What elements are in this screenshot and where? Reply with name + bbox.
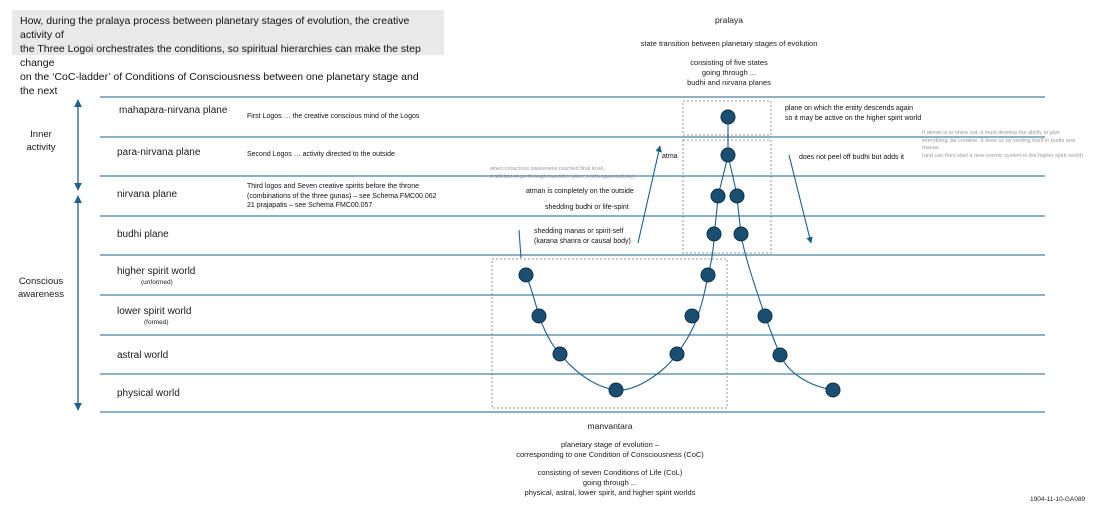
dot-higher-spirit-left <box>519 268 533 282</box>
plane-label-lower-spirit: lower spirit world <box>117 306 192 317</box>
shedding-manas-text: shedding manas or spirit-self (karana sharira or causal body) <box>534 228 631 245</box>
plane-label-budhi: budhi plane <box>117 229 169 240</box>
first-logos-text: First Logos … the creative conscious mind of the Logos <box>247 113 420 120</box>
pralaya-line-2a: consisting of five states <box>690 58 768 67</box>
pralaya-block <box>641 15 818 88</box>
plane-label-nirvana: nirvana plane <box>117 189 178 200</box>
stage-dots <box>519 110 840 397</box>
manvantara-block <box>516 421 704 498</box>
dot-lower-spirit-right <box>685 309 699 323</box>
plane-lines <box>100 97 1045 412</box>
dot-higher-spirit-right <box>701 268 715 282</box>
pralaya-heading: pralaya <box>715 15 743 25</box>
grey-note-right: If atman is to shine out, it must develop the ability to give everything, be creative. It does so by vesting itself in budhi and manas. (and can then start a new cosmic system in the higher spirit world) <box>922 130 1084 159</box>
dot-physical <box>609 383 623 397</box>
dot-astral-out <box>773 348 787 362</box>
pralaya-line-2c: budhi and nirvana planes <box>687 78 771 87</box>
title-line-2: the Three Logoi orchestrates the conditions, so spiritual hierarchies can make the step change <box>20 43 421 69</box>
manvantara-heading: manvantara <box>587 421 633 431</box>
manvantara-line-2c: physical, astral, lower spirit, and higher spirit worlds <box>524 488 696 497</box>
shedding-arrow-left <box>519 230 521 258</box>
plane-label-mahapara-nirvana: mahapara-nirvana plane <box>119 105 228 116</box>
dot-astral-left <box>553 347 567 361</box>
atma-arrow <box>638 146 660 243</box>
dot-nirvana-left <box>711 189 725 203</box>
manvantara-line-1b: corresponding to one Condition of Consciousness (CoC) <box>516 450 704 459</box>
dot-mahapara-nirvana <box>721 110 735 124</box>
dot-lower-spirit-left <box>532 309 546 323</box>
plane-sub-unformed: (unformed) <box>141 279 173 286</box>
dot-nirvana-right <box>730 189 744 203</box>
dot-lower-spirit-out <box>758 309 772 323</box>
inner-activity-label: Inner activity <box>26 129 56 153</box>
atman-outside-text: atman is completely on the outside <box>526 188 634 195</box>
pralaya-line-2b: going through ... <box>701 68 757 77</box>
conscious-awareness-label: Conscious awareness <box>18 276 64 300</box>
plane-label-para-nirvana: para-nirvana plane <box>117 147 201 158</box>
not-peel-arrow <box>789 155 811 243</box>
not-peel-text: does not peel off budhi but adds it <box>799 154 904 161</box>
plane-label-astral: astral world <box>117 350 169 361</box>
descends-text: plane on which the entity descends again so it may be active on the higher spirit world <box>785 105 922 122</box>
diagram-title <box>12 10 444 97</box>
shedding-budhi-text: shedding budhi or life-spirit <box>545 204 629 211</box>
second-logos-text: Second Logos … activity directed to the outside <box>247 151 395 158</box>
title-line-1: How, during the pralaya process between planetary stages of evolution, the creative activity of <box>20 15 410 41</box>
dot-para-nirvana <box>721 148 735 162</box>
manvantara-line-2b: going through ... <box>582 478 638 487</box>
third-logos-text: Third logos and Seven creative spirits before the throne (combinations of the three gunas) – see Schema FMC00.062 21 prajapatis – see Schema FMC00.057 <box>247 183 437 209</box>
title-line-3: on the ‘CoC-ladder’ of Conditions of Consciousness between one planetary stage and the next <box>20 71 419 97</box>
grey-note-left: when conscious awareness reached final level, it still has to go through two other planes (of Logoic activity) <box>490 166 635 180</box>
manvantara-line-1a: planetary stage of evolution – <box>561 440 659 449</box>
dot-physical-out <box>826 383 840 397</box>
reference-code: 1904-11-10-GA089 <box>1030 496 1086 503</box>
dot-budhi-right <box>734 227 748 241</box>
atma-label: atma <box>662 153 678 160</box>
plane-label-higher-spirit: higher spirit world <box>117 266 196 277</box>
manvantara-line-2a: consisting of seven Conditions of Life (CoL) <box>537 468 683 477</box>
plane-sub-formed: (formed) <box>144 319 169 326</box>
pralaya-line-1: state transition between planetary stages of evolution <box>640 39 818 48</box>
dot-budhi-left <box>707 227 721 241</box>
dot-astral-right <box>670 347 684 361</box>
plane-label-physical: physical world <box>117 388 180 399</box>
